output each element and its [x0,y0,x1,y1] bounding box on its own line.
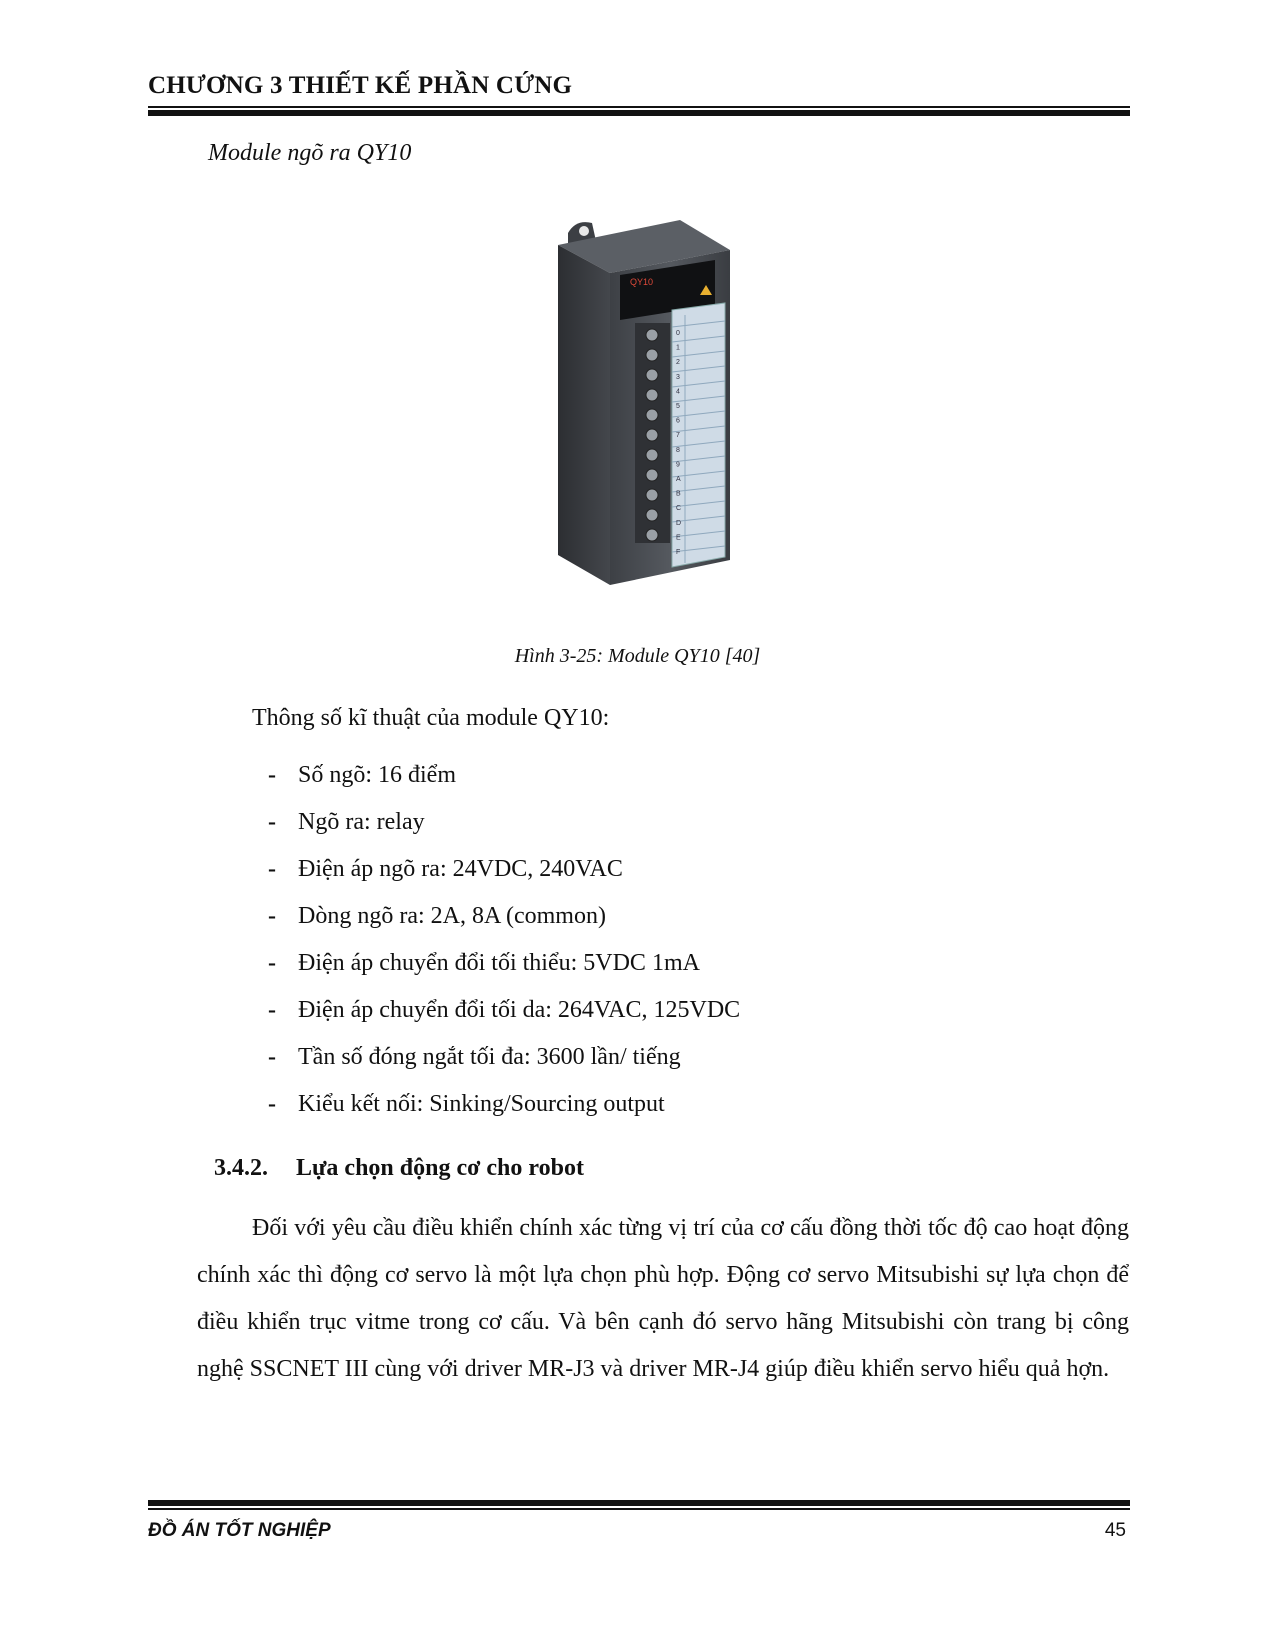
list-item [268,854,740,901]
list-item [268,1089,740,1136]
dash-bullet: - [268,903,276,929]
spec-text: Số ngõ: 16 điểm [298,762,457,788]
body-paragraph: Đối với yêu cầu điều khiển chính xác từng vị trí của cơ cấu đồng thời tốc độ cao hoạt động chính xác thì động cơ servo là một lựa chọn phù hợp. Động cơ servo Mitsubishi sự lựa chọn để điều khiển trục vitme trong cơ cấu. Và bên cạnh đó servo hãng Mitsubishi còn trang bị công nghệ SSCNET III cùng với driver MR-J3 và driver MR-J4 giúp điều khiển servo hiểu quả hợn. [197,1215,1129,1382]
list-item [268,901,740,948]
figure-caption: Hình 3-25: Module QY10 [40] [514,645,761,667]
chapter-title: CHƯƠNG 3 THIẾT KẾ PHẦN CỨNG [148,72,573,99]
spec-text: Điện áp chuyển đổi tối da: 264VAC, 125VDC [298,997,741,1023]
header-rule-thin [148,106,1130,108]
page-footer [148,1500,1130,1542]
dash-bullet: - [268,856,276,882]
section-title: Lựa chọn động cơ cho robot [296,1155,584,1181]
section-number: 3.4.2. [214,1155,268,1181]
spec-list [268,760,740,1136]
terminal-number: E [676,534,681,542]
footer-rule-thick [148,1500,1130,1506]
terminal-number: 5 [676,403,680,410]
page-number: 45 [1104,1520,1126,1541]
terminal-number: A [676,476,681,483]
spec-text: Tần số đóng ngắt tối đa: 3600 lần/ tiếng [298,1044,681,1070]
terminal-number: 4 [676,388,680,396]
dash-bullet: - [268,809,276,835]
module-model-label: QY10 [630,277,654,287]
spec-text: Kiểu kết nối: Sinking/Sourcing output [298,1091,665,1117]
spec-text: Ngõ ra: relay [298,809,425,835]
list-item [268,760,740,807]
figure-subtitle: Module ngõ ra QY10 [208,140,412,166]
section-heading [214,1155,584,1182]
footer-title: ĐỒ ÁN TỐT NGHIỆP [148,1520,331,1541]
terminal-label-cover [672,303,725,567]
terminal-number: 8 [676,446,680,454]
header-rule-thick [148,110,1130,116]
terminal-number: 7 [676,432,680,440]
terminal-screws [635,323,670,543]
terminal-number: 9 [676,461,680,469]
list-item [268,995,740,1042]
terminal-number: 0 [676,330,680,337]
dash-bullet: - [268,997,276,1023]
spec-text: Điện áp chuyển đổi tối thiểu: 5VDC 1mA [298,950,700,976]
list-item [268,1042,740,1089]
terminal-number: 6 [676,417,680,425]
terminal-number: F [676,549,681,556]
list-item [268,948,740,995]
terminal-number: C [676,505,682,513]
module-side [558,245,610,585]
terminal-number: 3 [676,373,680,381]
dash-bullet: - [268,762,276,788]
spec-intro: Thông số kĩ thuật của module QY10: [252,705,610,731]
terminal-number: B [676,490,681,498]
figure-image [440,205,890,610]
terminal-number: 1 [676,344,680,352]
page-header [148,72,1130,116]
plc-module-illustration [440,205,890,610]
list-item [268,807,740,854]
spec-text: Điện áp ngõ ra: 24VDC, 240VAC [298,856,623,882]
terminal-number: 2 [676,359,680,367]
terminal-number: D [676,519,682,527]
spec-text: Dòng ngõ ra: 2A, 8A (common) [298,903,606,929]
dash-bullet: - [268,950,276,976]
footer-rule-thin [148,1508,1130,1510]
dash-bullet: - [268,1044,276,1070]
mounting-hole [579,226,589,236]
dash-bullet: - [268,1091,276,1117]
